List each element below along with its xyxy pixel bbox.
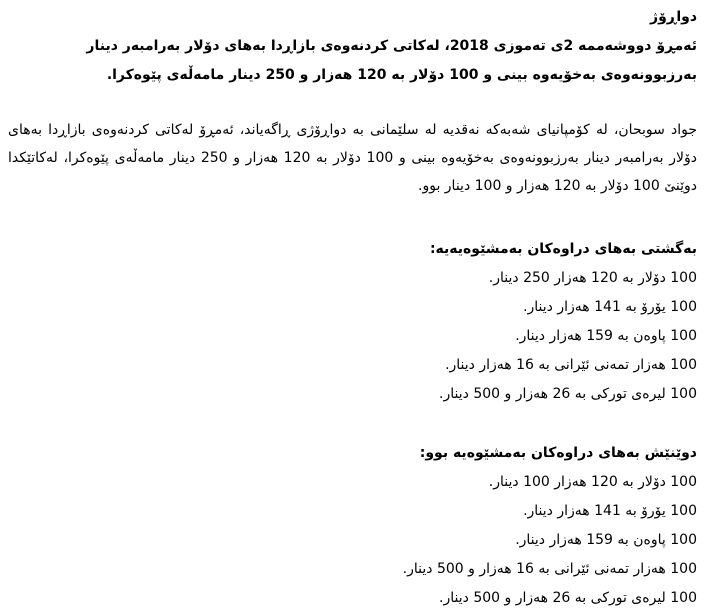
rate-item-today-2: 100 یۆرۆ بە 141 هەزار دینار. (523, 299, 697, 315)
rate-item-today-5: 100 لیرەی تورکی بە 26 هەزار و 500 دینار. (439, 386, 697, 402)
article-title: دواڕۆژ (650, 9, 697, 25)
rate-item-yesterday-4: 100 هەزار تمەنی ئێرانی بە 16 هەزار و 500 دینار. (402, 561, 697, 577)
rate-item-yesterday-3: 100 پاوەن بە 159 هەزار دینار. (515, 532, 697, 548)
article-body: جواد سوبحان، لە کۆمپانیای شەبەکە نەقدیە لە سلێمانی بە دواڕۆژی ڕاگەیاند، ئەمڕۆ لەکاتی کردنەوەی بازاڕدا بەهای دۆلار بەرامبەر دینار بەرزبوونەوەی بەخۆیەوە بینی و 100 دۆلار بە 120 هەزار و 250 دینار مامەڵەی پێوەکرا، لەکاتێکدا دوێنێ 100 دۆلار بە 120 هەزار و 100 دینار بوو. (8, 122, 697, 194)
rate-item-yesterday-2: 100 یۆرۆ بە 141 هەزار دینار. (523, 503, 697, 519)
rate-item-yesterday-1: 100 دۆلار بە 120 هەزار 100 دینار. (488, 474, 697, 490)
section-yesterday-heading: دوێنێش بەهای دراوەکان بەمشێوەیە بوو: (419, 445, 697, 461)
rate-item-today-3: 100 پاوەن بە 159 هەزار دینار. (515, 328, 697, 344)
rate-item-today-1: 100 دۆلار بە 120 هەزار 250 دینار. (488, 270, 697, 286)
lead-line-1: ئەمڕۆ دووشەممە 2ی تەموزی 2018، لەکاتی کردنەوەی بازاڕدا بەهای دۆلار بەرامبەر دینار (86, 38, 697, 54)
lead-line-2: بەرزبوونەوەی بەخۆیەوە بینی و 100 دۆلار بە 120 هەزار و 250 دینار مامەڵەی پێوەکرا. (106, 67, 697, 83)
rate-item-today-4: 100 هەزار تمەنی ئێرانی بە 16 هەزار دینار. (445, 357, 697, 373)
section-today-heading: بەگشتی بەهای دراوەکان بەمشێوەیەیە: (429, 241, 697, 257)
rate-item-yesterday-5: 100 لیرەی تورکی بە 26 هەزار و 500 دینار. (439, 590, 697, 606)
